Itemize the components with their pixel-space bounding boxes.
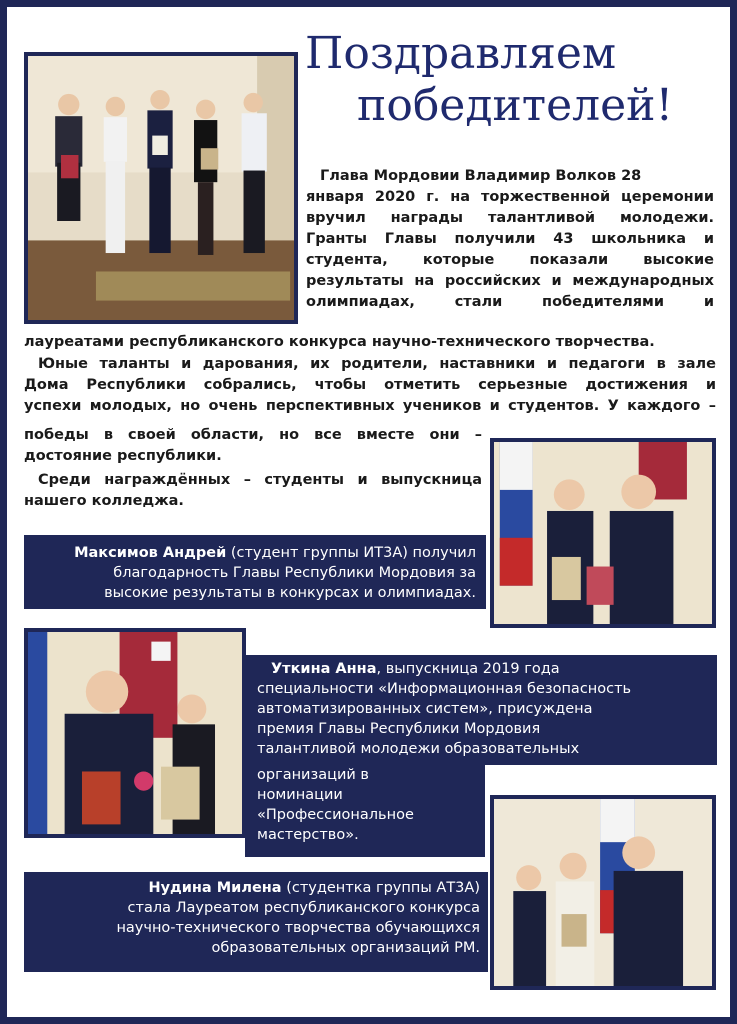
page-title	[305, 28, 715, 132]
nudina-line-1	[24, 878, 480, 898]
nudina-line-4: образовательных организаций РМ.	[211, 940, 480, 956]
maksimov-line-1	[24, 543, 476, 563]
utkina-line-2: специальности «Информационная безопасность	[257, 681, 632, 697]
nudina-photo	[490, 795, 716, 990]
utkina-line-9: мастерство».	[257, 827, 359, 843]
body-paragraph	[24, 354, 716, 417]
intro-line: результаты на российских и международных	[306, 273, 714, 289]
intro-line: января 2020 г. на торжественной церемонии	[306, 189, 714, 205]
maksimov-line-2: благодарность Главы Республики Мордовия за	[113, 565, 476, 581]
intro-paragraph	[306, 166, 714, 313]
body-paragraph-cont	[24, 425, 482, 512]
body-line: достояние республики.	[24, 448, 222, 464]
maksimov-line-3: высокие результаты в конкурсах и олимпиадах.	[104, 585, 476, 601]
body-line: Дома Республики собрались, чтобы отметить серьезные достижения и	[24, 377, 716, 393]
maksimov-name: Максимов Андрей	[74, 545, 227, 561]
utkina-caption-cont	[245, 765, 485, 857]
utkina-line-4: премия Главы Республики Мордовия	[257, 721, 541, 737]
body-line: победы в своей области, но все вместе они –	[24, 427, 482, 443]
utkina-line-1	[257, 659, 717, 679]
body-line: Юные таланты и дарования, их родители, наставники и педагоги в зале	[38, 356, 716, 372]
nudina-caption	[24, 872, 488, 972]
utkina-line-7: номинации	[257, 787, 343, 803]
intro-line: Гранты Главы получили 43 школьника и	[306, 231, 714, 247]
intro-line: лауреатами республиканского конкурса научно-технического творчества.	[24, 334, 655, 350]
utkina-year: , выпускница 2019 года	[376, 661, 560, 677]
utkina-line-8: «Профессиональное	[257, 807, 414, 823]
title-line-2: победителей!	[357, 80, 674, 131]
group-photo	[24, 52, 298, 324]
nudina-line-2: стала Лауреатом республиканского конкурса	[127, 900, 480, 916]
nudina-group: (студентка группы АТ3А)	[281, 880, 480, 896]
intro-line: студента, которые показали высокие	[306, 252, 714, 268]
intro-line: олимпиадах, стали победителями и	[306, 294, 714, 310]
utkina-photo	[24, 628, 246, 838]
body-line: успехи молодых, но очень перспективных учеников и студентов. У каждого –	[24, 398, 716, 414]
intro-line: вручил награды талантливой молодежи.	[306, 210, 714, 226]
maksimov-group: (студент группы ИТ3А) получил	[226, 545, 476, 561]
body-line: Среди награждённых – студенты и выпускница	[38, 472, 482, 488]
maksimov-photo	[490, 438, 716, 628]
utkina-line-3: автоматизированных систем», присуждена	[257, 701, 593, 717]
nudina-name: Нудина Милена	[148, 880, 282, 896]
utkina-line-5: талантливой молодежи образовательных	[257, 741, 580, 757]
nudina-line-3: научно-технического творчества обучающихся	[116, 920, 480, 936]
utkina-line-6: организаций в	[257, 767, 369, 783]
body-line: нашего колледжа.	[24, 493, 184, 509]
intro-paragraph-end	[24, 332, 716, 353]
utkina-name: Уткина Анна	[271, 661, 377, 677]
maksimov-caption	[24, 535, 486, 609]
intro-line: Глава Мордовии Владимир Волков 28	[320, 168, 642, 184]
title-line-1: Поздравляем	[305, 28, 617, 79]
utkina-caption	[245, 655, 717, 765]
